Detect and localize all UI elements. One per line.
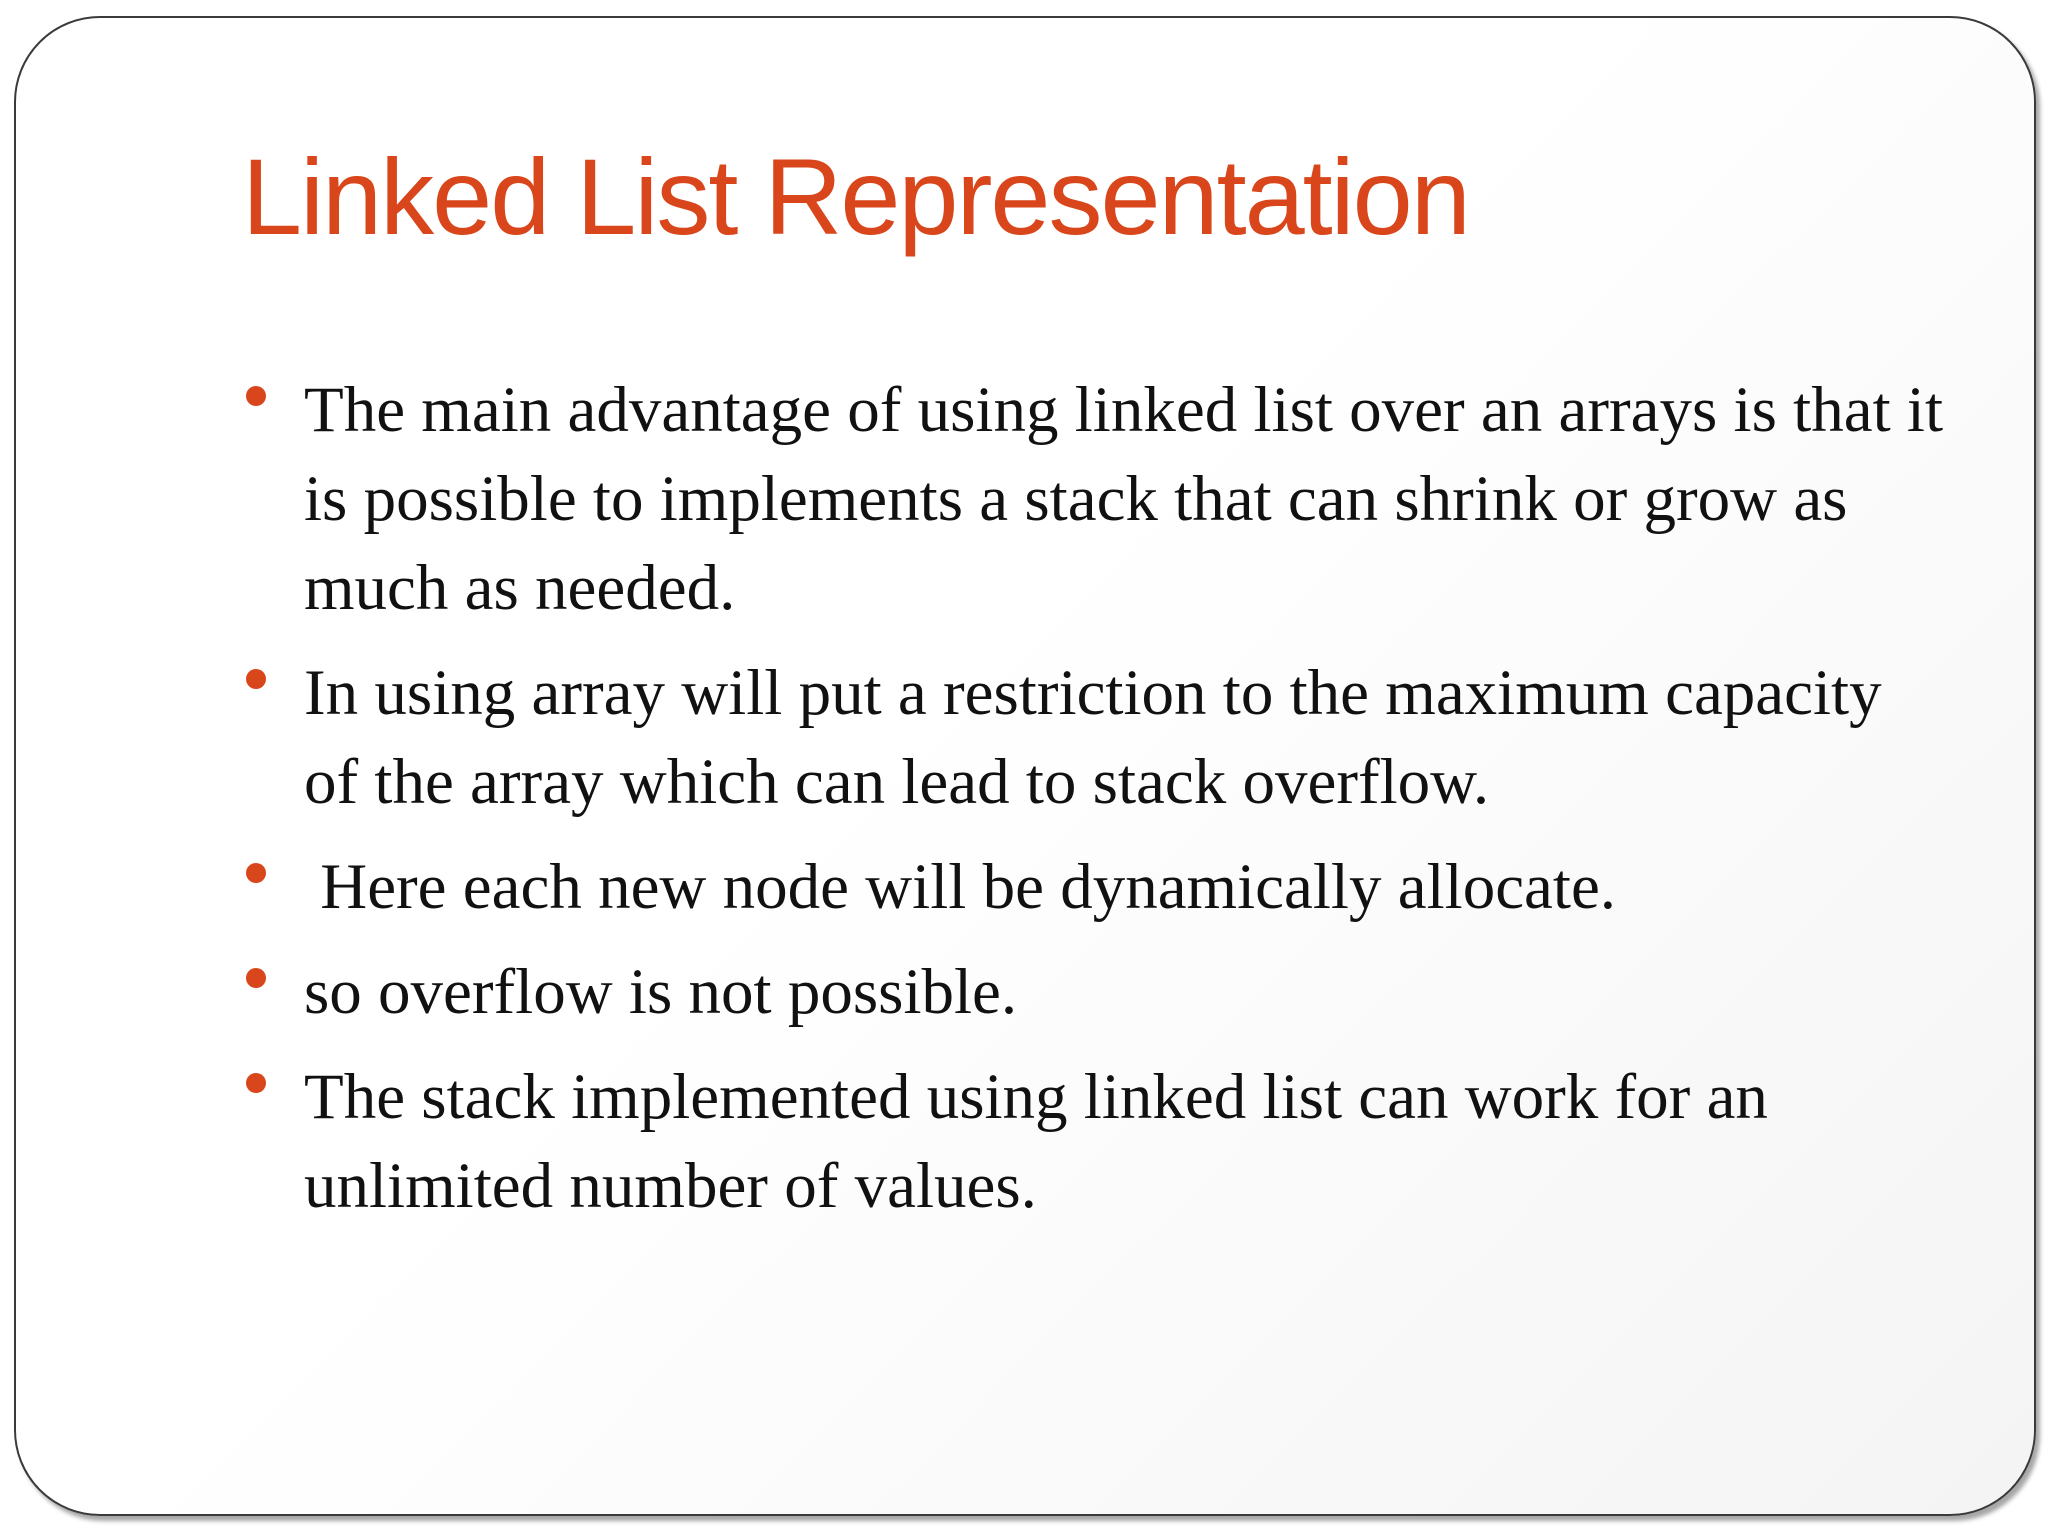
bullet-item (246, 366, 1946, 633)
bullet-item (246, 1053, 1946, 1231)
slide-frame (14, 16, 2036, 1516)
bullet-dot-icon (246, 968, 266, 988)
bullet-list (246, 366, 1946, 1247)
bullet-text: The stack implemented using linked list can work for an unlimited number of values. (304, 1061, 1768, 1222)
bullet-text: Here each new node will be dynamically allocate. (304, 851, 1617, 923)
bullet-dot-icon (246, 669, 266, 689)
bullet-item (246, 948, 1946, 1037)
bullet-text: so overflow is not possible. (304, 956, 1018, 1028)
bullet-dot-icon (246, 863, 266, 883)
bullet-text: In using array will put a restriction to the maximum capacity of the array which can lead to stack overflow. (304, 657, 1882, 818)
bullet-dot-icon (246, 386, 266, 406)
bullet-text: The main advantage of using linked list over an arrays is that it is possible to implements a stack that can shrink or grow as much as needed. (304, 374, 1943, 624)
bullet-item (246, 843, 1946, 932)
slide-title: Linked List Representation (242, 136, 1469, 257)
bullet-dot-icon (246, 1073, 266, 1093)
bullet-item (246, 649, 1946, 827)
